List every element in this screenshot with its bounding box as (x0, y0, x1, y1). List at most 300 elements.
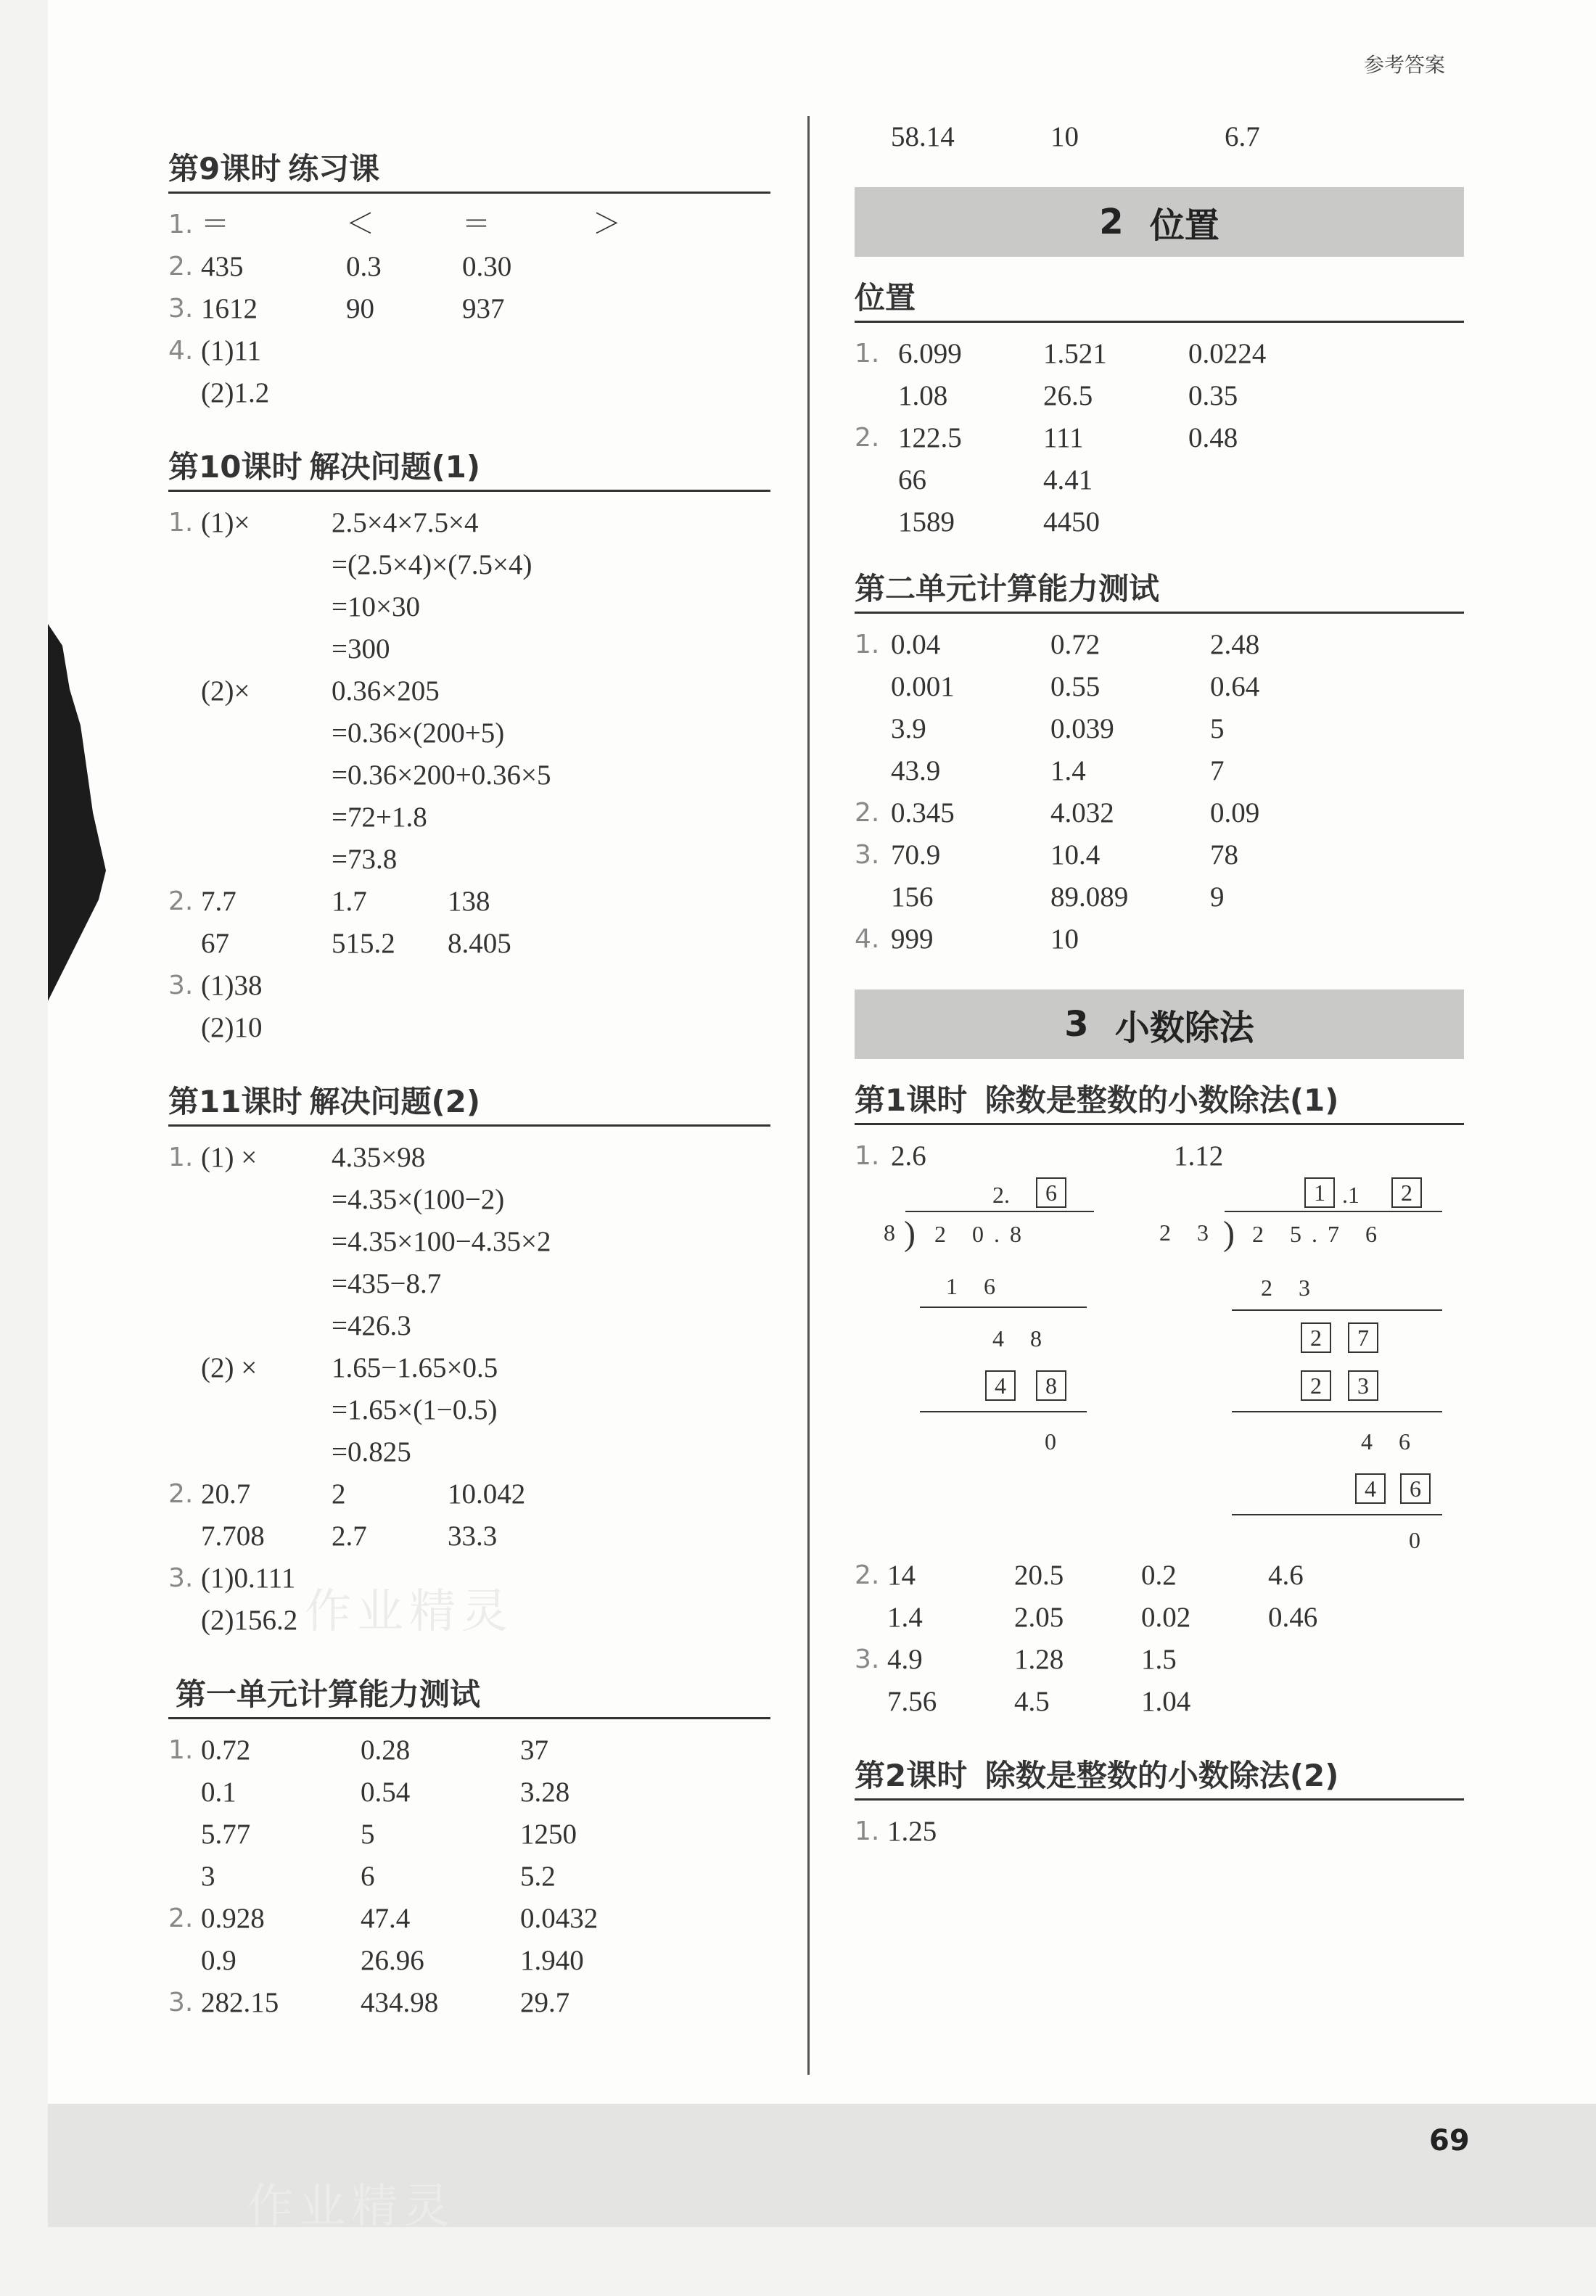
lesson-number: 第11课时 (168, 1084, 303, 1119)
answer-cell: (1)38 (201, 970, 263, 1001)
division-bar (905, 1211, 1094, 1212)
answer-cell: 3 (201, 1861, 215, 1892)
answer-cell: 0.9 (201, 1945, 236, 1976)
quotient-digit: .1 (1342, 1182, 1360, 1208)
section-title (168, 1078, 770, 1127)
answer-cell: 29.7 (520, 1987, 570, 2018)
answer-cell: 7.708 (201, 1521, 265, 1552)
answer-row (855, 501, 1464, 543)
answer-box: 1 (1304, 1177, 1335, 1208)
lesson-number: 第1课时 (855, 1082, 968, 1118)
question-label (168, 1007, 201, 1049)
answer-box: 3 (1348, 1370, 1378, 1401)
question-label (168, 628, 201, 670)
answer-row (168, 1431, 770, 1473)
dividend: 2 5.7 6 (1252, 1221, 1387, 1247)
answer-cell: 0.09 (1210, 797, 1260, 828)
answer-cell (201, 586, 332, 628)
answer-box: 2 (1301, 1322, 1331, 1353)
answer-cell: 1589 (898, 506, 955, 538)
question-label (855, 1597, 887, 1639)
question-label: 3. (168, 294, 194, 324)
answer-row (168, 1137, 770, 1179)
subtraction-line (1232, 1514, 1442, 1515)
lesson-number: 第9课时 (168, 151, 281, 186)
question-label (168, 670, 201, 712)
lesson-title: 解决问题(2) (309, 1084, 481, 1119)
question-label: 4. (855, 924, 880, 954)
answer-cell (201, 1305, 332, 1347)
answer-cell: 89.089 (1050, 881, 1129, 913)
answer-cell: (2)× (201, 675, 250, 707)
question-label (855, 501, 898, 543)
question-label (168, 1431, 201, 1473)
answer-row (168, 1221, 770, 1263)
answer-row (855, 1639, 1464, 1681)
answer-row (168, 330, 770, 372)
answer-cell: 2.5×4×7.5×4 (332, 507, 479, 538)
section-title (168, 1671, 770, 1719)
answer-row (168, 670, 770, 712)
division-bracket: ) (904, 1214, 916, 1253)
question-label (168, 372, 201, 414)
cell: 58.14 (891, 121, 955, 152)
question-label: 3. (855, 1645, 880, 1674)
lesson-title: 除数是整数的小数除法(1) (984, 1082, 1339, 1118)
section-title (168, 443, 770, 492)
answer-cell: 0.64 (1210, 671, 1260, 702)
answer-cell: 0.345 (891, 797, 955, 828)
running-header: 参考答案 (1364, 53, 1446, 77)
answer-row (168, 712, 770, 754)
answer-row (168, 586, 770, 628)
answer-cell: 2.05 (1014, 1602, 1064, 1633)
question-label (855, 708, 891, 750)
answer-cell: ＝ (462, 209, 491, 240)
section-title (168, 145, 770, 194)
answer-cell: 9 (1210, 881, 1225, 913)
answer-cell: 122.5 (898, 422, 962, 453)
answer-cell: =4.35×100−4.35×2 (332, 1226, 551, 1257)
answer-cell (201, 628, 332, 670)
cell: 6.7 (1225, 121, 1260, 152)
answer-row (168, 1389, 770, 1431)
answer-row (168, 204, 770, 246)
unit-number: 2 (1099, 202, 1124, 242)
answer-cell: =0.825 (332, 1436, 411, 1468)
section-position (855, 274, 1464, 543)
answer-row (168, 1600, 770, 1642)
answer-cell: 282.15 (201, 1987, 279, 2018)
unit-title: 位置 (1149, 205, 1219, 246)
answer-cell: =435−8.7 (332, 1268, 442, 1299)
answer-cell: (1)0.111 (201, 1563, 296, 1594)
answer-box: 2 (1391, 1177, 1422, 1208)
answer-cell: (2)10 (201, 1012, 263, 1043)
answer-cell: 4.6 (1268, 1560, 1304, 1591)
answer-row (855, 792, 1464, 834)
question-label: 1. (855, 339, 880, 369)
section-title: 第二单元计算能力测试 (855, 565, 1464, 614)
answer-cell: 2 (332, 1478, 346, 1510)
answer-cell: 66 (898, 464, 926, 495)
answer-cell (201, 712, 332, 754)
remainder: 0 (1409, 1527, 1420, 1553)
answer-row (168, 797, 770, 839)
lesson-section (168, 443, 770, 1049)
answer-cell: 0.039 (1050, 713, 1114, 744)
question-label (168, 1856, 201, 1898)
answer-row (168, 246, 770, 288)
answer-cell: 111 (1043, 422, 1084, 453)
answer-row (168, 628, 770, 670)
answer-cell: 10.042 (448, 1478, 526, 1510)
answer-row (168, 1856, 770, 1898)
answer-cell: 2.7 (332, 1521, 367, 1552)
lesson-title: 除数是整数的小数除法(2) (984, 1758, 1339, 1793)
answer-cell: 20.5 (1014, 1560, 1064, 1591)
cell: 2.6 (891, 1140, 926, 1172)
answer-row (168, 839, 770, 881)
answer-cell: (1) × (201, 1142, 258, 1173)
answer-row (168, 1515, 770, 1558)
answer-cell: 1.4 (887, 1602, 923, 1633)
answer-row (168, 1473, 770, 1515)
answer-cell: 1612 (201, 293, 258, 324)
answer-cell: 3.28 (520, 1777, 570, 1808)
cell: 10 (1050, 121, 1079, 152)
answer-cell: 4.35×98 (332, 1142, 426, 1173)
answer-cell: (2) × (201, 1352, 258, 1383)
answer-cell: 1.25 (887, 1816, 937, 1847)
answer-cell: 999 (891, 923, 934, 955)
answer-cell: 0.55 (1050, 671, 1101, 702)
answer-cell: ＞ (593, 209, 622, 240)
question-label (168, 712, 201, 754)
answer-row (168, 1007, 770, 1049)
question-label (168, 1389, 201, 1431)
subtraction-line (920, 1307, 1087, 1308)
lesson-section (168, 1671, 770, 2024)
answer-row (855, 417, 1464, 459)
section-unit2-test (855, 565, 1464, 960)
answer-cell: 0.001 (891, 671, 955, 702)
answer-cell: 0.72 (201, 1735, 251, 1766)
answer-row (168, 1772, 770, 1814)
question-label: 3. (855, 840, 880, 870)
question-label (168, 1305, 201, 1347)
answer-cell: 47.4 (361, 1903, 411, 1934)
question-label: 1. (168, 1735, 194, 1765)
unit-title: 小数除法 (1114, 1007, 1254, 1048)
answer-cell: 5 (361, 1819, 375, 1850)
answer-row (168, 288, 770, 330)
answer-row (855, 666, 1464, 708)
answer-cell: 20.7 (201, 1478, 251, 1510)
unit-2-banner (855, 187, 1464, 257)
answer-row (855, 750, 1464, 792)
answer-cell: 78 (1210, 839, 1238, 871)
answer-cell: ＝ (201, 209, 230, 240)
watermark-mid: 作业精灵 (305, 1585, 514, 1639)
answer-cell: 1.04 (1141, 1686, 1191, 1717)
answer-cell: 70.9 (891, 839, 941, 871)
answer-row (168, 1982, 770, 2024)
answer-row (855, 375, 1464, 417)
question-label (855, 375, 898, 417)
answer-cell: 4.032 (1050, 797, 1114, 828)
answer-cell: 4.9 (887, 1644, 923, 1675)
torn-edge-shadow (48, 624, 113, 1001)
answer-box: 7 (1348, 1322, 1378, 1353)
question-label (855, 666, 891, 708)
answer-cell: 1.7 (332, 886, 367, 917)
question-label: 1. (168, 210, 194, 239)
question-label: 3. (168, 971, 194, 1000)
answer-row (855, 834, 1464, 876)
answer-cell: 26.96 (361, 1945, 424, 1976)
question-label: 2. (855, 1560, 880, 1590)
answer-cell: 138 (448, 886, 490, 917)
question-label (168, 1263, 201, 1305)
section-title: 位置 (855, 274, 1464, 323)
answer-cell (201, 754, 332, 797)
carryover-row (891, 116, 1464, 158)
answer-row (168, 1898, 770, 1940)
answer-box: 4 (1355, 1473, 1386, 1504)
answer-cell: 6 (361, 1861, 375, 1892)
answer-cell: (1)× (201, 507, 250, 538)
answer-cell: 0.02 (1141, 1602, 1191, 1633)
answer-cell: 10 (1050, 923, 1079, 955)
subtraction-line (1232, 1411, 1442, 1412)
answer-row (168, 881, 770, 923)
question-label: 3. (168, 1988, 194, 2017)
answer-cell: 2.48 (1210, 629, 1260, 660)
answer-cell: 7 (1210, 755, 1225, 786)
section-division-1 (855, 1077, 1464, 1723)
lesson-number: 第10课时 (168, 449, 303, 485)
answer-box: 6 (1400, 1473, 1431, 1504)
lesson-title: 第一单元计算能力测试 (176, 1676, 481, 1712)
q1-row (855, 1135, 1464, 1177)
question-label: 1. (855, 630, 880, 659)
answer-cell: 4.41 (1043, 464, 1093, 495)
question-label: 1. (855, 1141, 880, 1171)
answer-cell: 0.48 (1188, 422, 1238, 453)
answer-row (168, 1263, 770, 1305)
question-label: 3. (168, 1563, 194, 1593)
unit-3-banner (855, 989, 1464, 1059)
answer-cell: 0.0224 (1188, 338, 1267, 369)
question-label (168, 754, 201, 797)
answer-cell: =10×30 (332, 591, 420, 622)
long-division-pair (855, 1177, 1464, 1555)
answer-cell: 937 (462, 293, 505, 324)
left-column (168, 145, 770, 2024)
divisor: 2 3 (1159, 1219, 1219, 1246)
answer-cell: =300 (332, 633, 390, 664)
answer-row (168, 754, 770, 797)
page-number: 69 (1429, 2124, 1470, 2157)
answer-cell: 6.099 (898, 338, 962, 369)
answer-cell: 0.1 (201, 1777, 236, 1808)
answer-cell: 0.54 (361, 1777, 411, 1808)
remainder: 0 (1045, 1428, 1056, 1454)
right-column (855, 116, 1464, 1853)
question-label (168, 1221, 201, 1263)
lesson-section (168, 145, 770, 414)
subtraction-line (1232, 1309, 1442, 1311)
answer-cell: 0.2 (1141, 1560, 1177, 1591)
question-label (168, 1940, 201, 1982)
question-label (168, 1814, 201, 1856)
answer-cell: 1250 (520, 1819, 577, 1850)
answer-cell: 0.35 (1188, 380, 1238, 411)
answer-cell: (2)156.2 (201, 1605, 298, 1636)
answer-cell: 10.4 (1050, 839, 1101, 871)
answer-cell (201, 1389, 332, 1431)
answer-cell (201, 797, 332, 839)
question-label: 2. (168, 1479, 194, 1509)
answer-row (168, 965, 770, 1007)
answer-cell: =73.8 (332, 844, 398, 875)
answer-cell: 515.2 (332, 928, 395, 959)
answer-cell: 1.940 (520, 1945, 584, 1976)
answer-cell: 0.0432 (520, 1903, 598, 1934)
question-label (855, 750, 891, 792)
answer-cell: 67 (201, 928, 229, 959)
question-label (168, 923, 201, 965)
answer-cell: 1.65−1.65×0.5 (332, 1352, 498, 1383)
division-bracket: ) (1223, 1214, 1235, 1253)
answer-cell: 4.5 (1014, 1686, 1050, 1717)
answer-cell: 8.405 (448, 928, 511, 959)
answer-cell: 90 (346, 293, 374, 324)
answer-cell: 4450 (1043, 506, 1100, 538)
answer-cell: 43.9 (891, 755, 941, 786)
answer-box: 4 (985, 1370, 1016, 1401)
question-label (168, 839, 201, 881)
answer-cell: =4.35×(100−2) (332, 1184, 505, 1215)
answer-cell: 1.5 (1141, 1644, 1177, 1675)
answer-box: 8 (1036, 1370, 1066, 1401)
answer-row (855, 624, 1464, 666)
answer-cell: 435 (201, 251, 244, 282)
question-label: 2. (855, 798, 880, 828)
question-label (168, 544, 201, 586)
question-label (168, 586, 201, 628)
answer-row (855, 708, 1464, 750)
answer-cell: 5 (1210, 713, 1225, 744)
answer-row (855, 876, 1464, 918)
question-label: 1. (168, 508, 194, 538)
section-title (855, 1752, 1464, 1801)
question-label (855, 876, 891, 918)
answer-row (855, 1555, 1464, 1597)
lesson-title: 练习课 (288, 151, 380, 186)
quotient-digit: 2. (992, 1182, 1010, 1208)
partial-remainder: 4 6 (1361, 1428, 1420, 1454)
answer-cell: 434.98 (361, 1987, 439, 2018)
answer-cell: =1.65×(1−0.5) (332, 1394, 498, 1425)
answer-row (855, 1811, 1464, 1853)
answer-cell: 1.08 (898, 380, 948, 411)
answer-cell: 0.28 (361, 1735, 411, 1766)
answer-row (855, 1681, 1464, 1723)
answer-row (168, 372, 770, 414)
question-label: 4. (168, 336, 194, 366)
answer-cell: 5.2 (520, 1861, 556, 1892)
answer-row (168, 1814, 770, 1856)
answer-cell: 14 (887, 1560, 916, 1591)
unit-number: 3 (1064, 1004, 1089, 1045)
answer-cell: 0.36×205 (332, 675, 440, 707)
answer-cell: 37 (520, 1735, 548, 1766)
answer-cell (201, 839, 332, 881)
answer-row (168, 923, 770, 965)
answer-cell: 0.3 (346, 251, 382, 282)
answer-cell: 33.3 (448, 1521, 498, 1552)
answer-cell: 3.9 (891, 713, 926, 744)
cell: 1.12 (1174, 1140, 1224, 1172)
answer-row (168, 544, 770, 586)
answer-cell: 0.72 (1050, 629, 1101, 660)
answer-row (855, 459, 1464, 501)
answer-row (168, 1558, 770, 1600)
question-label: 1. (168, 1143, 194, 1172)
answer-cell (201, 1179, 332, 1221)
answer-cell: 1.521 (1043, 338, 1107, 369)
lesson-title: 解决问题(1) (309, 449, 481, 485)
lesson-number: 第2课时 (855, 1758, 968, 1793)
question-label: 2. (168, 1904, 194, 1933)
answer-cell: 5.77 (201, 1819, 251, 1850)
answer-cell: =72+1.8 (332, 802, 427, 833)
question-label: 1. (855, 1816, 880, 1846)
answer-cell (201, 1263, 332, 1305)
answer-row (168, 1729, 770, 1772)
question-label (855, 1681, 887, 1723)
subtraction-line (920, 1411, 1087, 1412)
answer-row (855, 1597, 1464, 1639)
answer-cell (201, 1431, 332, 1473)
answer-row (168, 1347, 770, 1389)
section-division-2 (855, 1752, 1464, 1853)
column-divider (807, 116, 810, 2075)
answer-cell: =(2.5×4)×(7.5×4) (332, 549, 532, 580)
answer-row (168, 1179, 770, 1221)
question-label: 2. (168, 886, 194, 916)
answer-cell: 26.5 (1043, 380, 1093, 411)
answer-cell: =0.36×(200+5) (332, 717, 505, 749)
answer-box: 6 (1036, 1177, 1066, 1208)
answer-cell: (1)11 (201, 335, 262, 366)
answer-cell: 0.30 (462, 251, 512, 282)
answer-row (168, 502, 770, 544)
answer-cell: 156 (891, 881, 934, 913)
question-label: 2. (168, 252, 194, 281)
answer-cell: =426.3 (332, 1310, 411, 1341)
question-label (168, 1347, 201, 1389)
answer-cell (201, 544, 332, 586)
answer-cell: 0.04 (891, 629, 941, 660)
question-label (855, 459, 898, 501)
answer-cell: 7.56 (887, 1686, 937, 1717)
dividend: 2 0.8 (934, 1221, 1032, 1247)
answer-cell: 0.928 (201, 1903, 265, 1934)
question-label (168, 797, 201, 839)
